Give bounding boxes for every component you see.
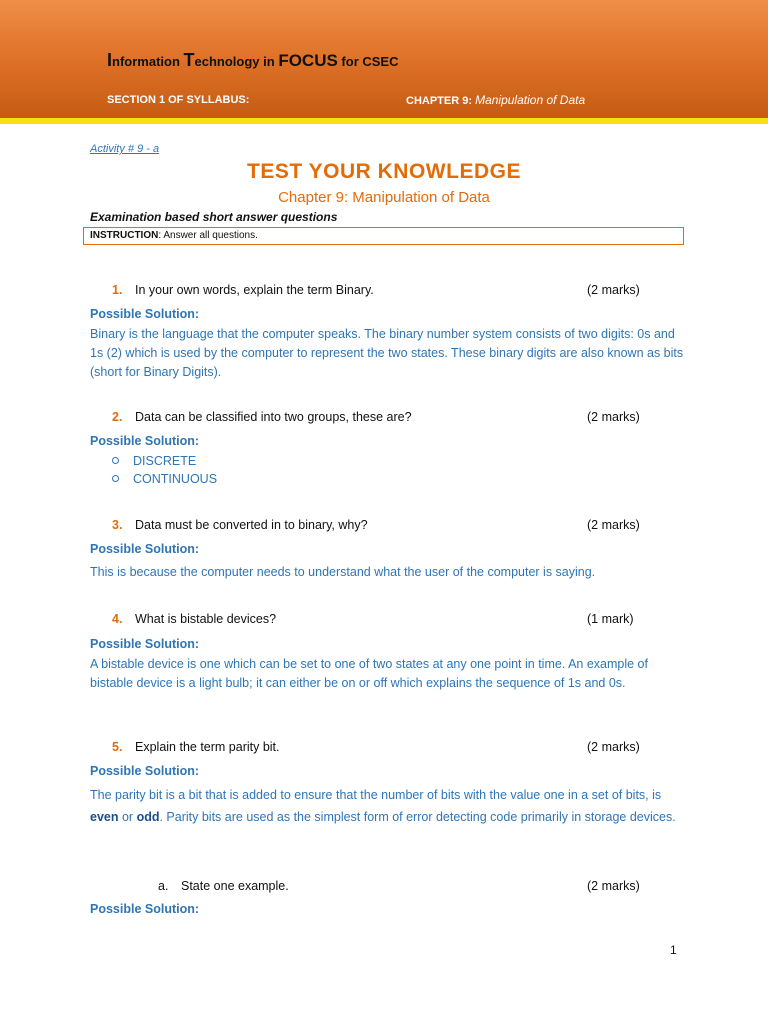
possible-solution-label: Possible Solution: — [90, 542, 200, 556]
page-subtitle — [0, 189, 768, 206]
possible-solution-label: Possible Solution: — [90, 434, 200, 448]
page-number: 1 — [670, 943, 677, 957]
question-text: In your own words, explain the term Binary. — [135, 283, 374, 297]
list-item-text: CONTINUOUS — [133, 472, 218, 486]
answer-keyword-odd: odd — [136, 810, 160, 824]
question-text: Data can be classified into two groups, these are? — [135, 410, 412, 424]
question-marks: (2 marks) — [587, 740, 640, 754]
subtitle-chapter: Chapter 9 — [278, 189, 344, 206]
question-marks: (2 marks) — [587, 410, 640, 424]
possible-solution-label: Possible Solution: — [90, 902, 200, 916]
answer-5 — [90, 784, 690, 828]
brand-word-technology: echnology in — [194, 54, 279, 69]
hollow-bullet-icon — [112, 457, 119, 464]
question-text: Explain the term parity bit. — [135, 740, 280, 754]
answer-keyword-even: even — [90, 810, 119, 824]
brand-initial-t: T — [183, 50, 195, 70]
page-title: TEST YOUR KNOWLEDGE — [247, 160, 521, 183]
question-text: State one example. — [181, 879, 289, 893]
exam-type-heading: Examination based short answer questions — [90, 210, 338, 224]
question-text: What is bistable devices? — [135, 612, 277, 626]
question-number: 1. — [112, 283, 123, 297]
question-number: a. — [158, 879, 169, 893]
document-header — [0, 0, 768, 118]
list-item — [112, 452, 217, 470]
question-number: 5. — [112, 740, 123, 754]
question-number: 2. — [112, 410, 123, 424]
instruction-box — [83, 227, 684, 245]
chapter-label — [406, 93, 585, 107]
question-number: 4. — [112, 612, 123, 626]
possible-solution-label: Possible Solution: — [90, 637, 200, 651]
hollow-bullet-icon — [112, 475, 119, 482]
instruction-text: : Answer all questions. — [158, 230, 258, 241]
activity-label: Activity # 9 - a — [90, 143, 160, 155]
chapter-title: Manipulation of Data — [475, 93, 586, 107]
possible-solution-label: Possible Solution: — [90, 307, 200, 321]
answer-3: This is because the computer needs to understand what the user of the computer is saying. — [90, 565, 596, 579]
answer-text: or — [118, 810, 137, 824]
question-marks: (2 marks) — [587, 518, 640, 532]
header-divider — [0, 118, 768, 124]
question-marks: (1 mark) — [587, 612, 634, 626]
list-item — [112, 470, 217, 488]
section-label: SECTION 1 OF SYLLABUS: — [107, 94, 250, 106]
answer-2-list — [112, 452, 217, 488]
brand-word-information: nformation — [112, 54, 184, 69]
brand-suffix: for CSEC — [337, 54, 399, 69]
brand-title — [107, 50, 398, 71]
subtitle-rest: : Manipulation of Data — [343, 189, 490, 206]
list-item-text: DISCRETE — [133, 454, 197, 468]
chapter-number: CHAPTER 9: — [406, 95, 473, 107]
answer-text: The parity bit is a bit that is added to ensure that the number of bits with the value one in a set of bits, is — [90, 788, 662, 802]
instruction-label: INSTRUCTION — [90, 230, 159, 241]
answer-text: . Parity bits are used as the simplest form of error detecting code primarily in storage devices. — [159, 810, 676, 824]
question-number: 3. — [112, 518, 123, 532]
question-marks: (2 marks) — [587, 879, 640, 893]
possible-solution-label: Possible Solution: — [90, 764, 200, 778]
question-marks: (2 marks) — [587, 283, 640, 297]
answer-4: A bistable device is one which can be set to one of two states at any one point in time. An example of bistable device is a light bulb; it can either be on or off which explains the sequence of 1s and 0s. — [90, 657, 648, 690]
brand-word-focus: FOCUS — [278, 51, 338, 70]
brand-initial-i: I — [107, 50, 113, 70]
question-text: Data must be converted in to binary, why? — [135, 518, 368, 532]
answer-1: Binary is the language that the computer speaks. The binary number system consists of two digits: 0s and 1s (2) which is used by the computer to represent the two states. These binary digits are also known as bits (short for Binary Digits). — [90, 327, 684, 379]
